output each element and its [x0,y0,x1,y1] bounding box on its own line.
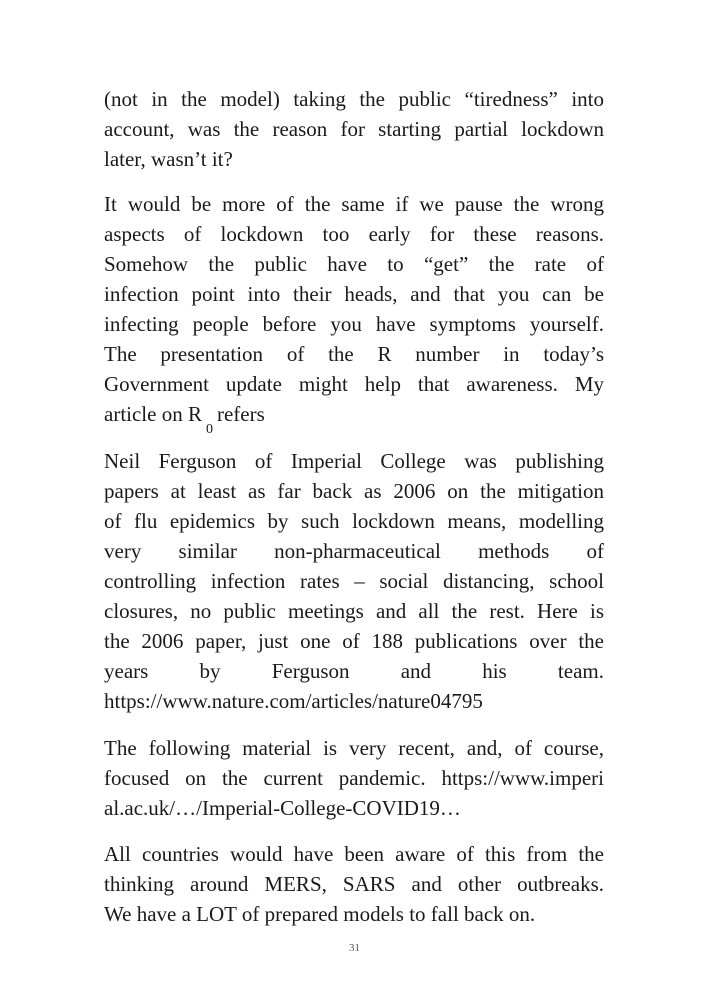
imperial-url: al.ac.uk/…/Imperial-College-COVID19… [104,796,461,820]
r-subscript: 0 [205,422,213,437]
text-line: We have a LOT of prepared models to fall back on. [104,902,536,926]
paragraph-prepared-models [104,839,604,929]
text-line: thinking around MERS, SARS and other outbreaks. [104,872,604,896]
text-line: The presentation of the R number in today’s [104,342,604,366]
text-line: aspects of lockdown too early for these reasons. [104,222,604,246]
text-line: All countries would have been aware of this from the [104,842,604,866]
page-number: 31 [349,942,360,954]
text-line: It would be more of the same if we pause the wrong [104,192,604,216]
text-line: infecting people before you have symptoms yourself. [104,312,604,336]
text-line: Government update might help that awareness. My [104,372,604,396]
text-line: controlling infection rates – social distancing, school [104,569,604,593]
text-line: later, wasn’t it? [104,147,233,171]
text-line: very similar non-pharmaceutical methods of [104,539,604,563]
text-line: account, was the reason for starting partial lockdown [104,117,604,141]
text-fragment: refers [216,402,265,426]
text-line: years by Ferguson and his team. [104,659,604,683]
text-line: papers at least as far back as 2006 on the mitigation [104,479,604,503]
text-line-r-number [104,399,604,437]
text-line: Neil Ferguson of Imperial College was publishing [104,449,604,473]
text-line: of flu epidemics by such lockdown means, modelling [104,509,604,533]
paragraph-recent-material [104,733,604,823]
nature-url: https://www.nature.com/articles/nature04795 [104,689,483,713]
text-line: the 2006 paper, just one of 188 publications over the [104,629,604,653]
text-line: The following material is very recent, and, of course, [104,736,604,760]
text-line: infection point into their heads, and that you can be [104,282,604,306]
paragraph-ferguson [104,446,604,716]
paragraph-pause-lockdown [104,189,604,437]
text-fragment: article on R [104,402,202,426]
text-line: focused on the current pandemic. https://www.imperi [104,766,604,790]
paragraph-tiredness [104,84,604,174]
text-line: (not in the model) taking the public “tiredness” into [104,87,604,111]
text-line: Somehow the public have to “get” the rate of [104,252,604,276]
text-line: closures, no public meetings and all the rest. Here is [104,599,604,623]
